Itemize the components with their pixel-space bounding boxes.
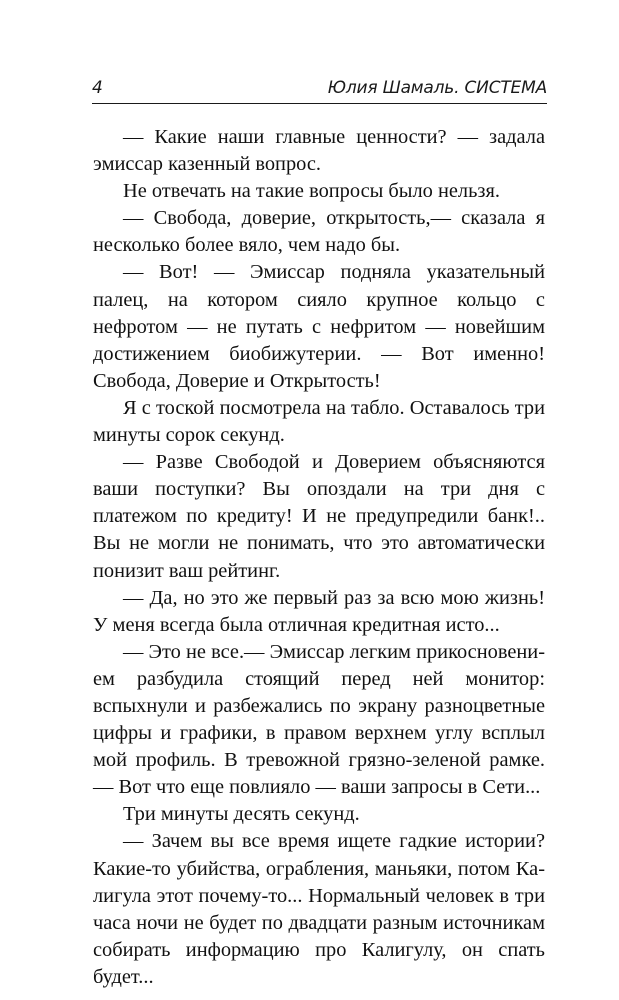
paragraph: Не отвечать на такие вопросы было нельзя.	[123, 180, 500, 203]
paragraph: Три минуты десять секунд.	[123, 803, 360, 826]
paragraph: Я с тоской посмотрела на табло. Оставалось три минуты сорок секунд.	[93, 396, 545, 447]
paragraph: — Разве Свободой и Доверием объясняются ваши поступки? Вы опоздали на три дня с платежом по кредиту! И не предупредили банк!.. Вы не могли не понимать, что это автоматически понизит ваш рейтинг.	[93, 451, 545, 582]
header-rule	[92, 103, 547, 104]
paragraph: — Это не все.— Эмиссар легким прикосновением разбудила стоящий перед ней монитор: вспыхнули и разбежались по экрану разноцветные цифры и графики, в правом верхнем углу всплыл мой профиль. В тревожной грязно-зеленой рамке.— Вот что еще повлияло — ваши запросы в Сети...	[93, 640, 545, 799]
running-title: Юлия Шамаль. СИСТЕМА	[327, 78, 547, 98]
paragraph: — Свобода, доверие, открытость,— сказала я несколько более вяло, чем надо бы.	[93, 207, 545, 257]
paragraph: — Вот! — Эмиссар подняла указательный палец, на котором сияло крупное кольцо с нефротом — не путать с нефритом — новейшим достижением биобижутерии. — Вот именно! Свобода, Доверие и Открытость!	[93, 261, 545, 392]
page-number: 4	[92, 78, 103, 98]
body-text	[93, 124, 545, 991]
paragraph: — Зачем вы все время ищете гадкие истории? Какие-то убийства, ограбления, маньяки, потом Калигула этот почему-то... Нормальный человек в три часа ночи не будет по двадцати разным источникам собирать информацию про Калигулу, он спать будет...	[93, 830, 545, 988]
page-header	[92, 78, 547, 104]
paragraph: — Да, но это же первый раз за всю мою жизнь! У меня всегда была отличная кредитная исто...	[93, 586, 545, 636]
paragraph: — Какие наши главные ценности? — задала эмиссар казенный вопрос.	[93, 126, 545, 176]
